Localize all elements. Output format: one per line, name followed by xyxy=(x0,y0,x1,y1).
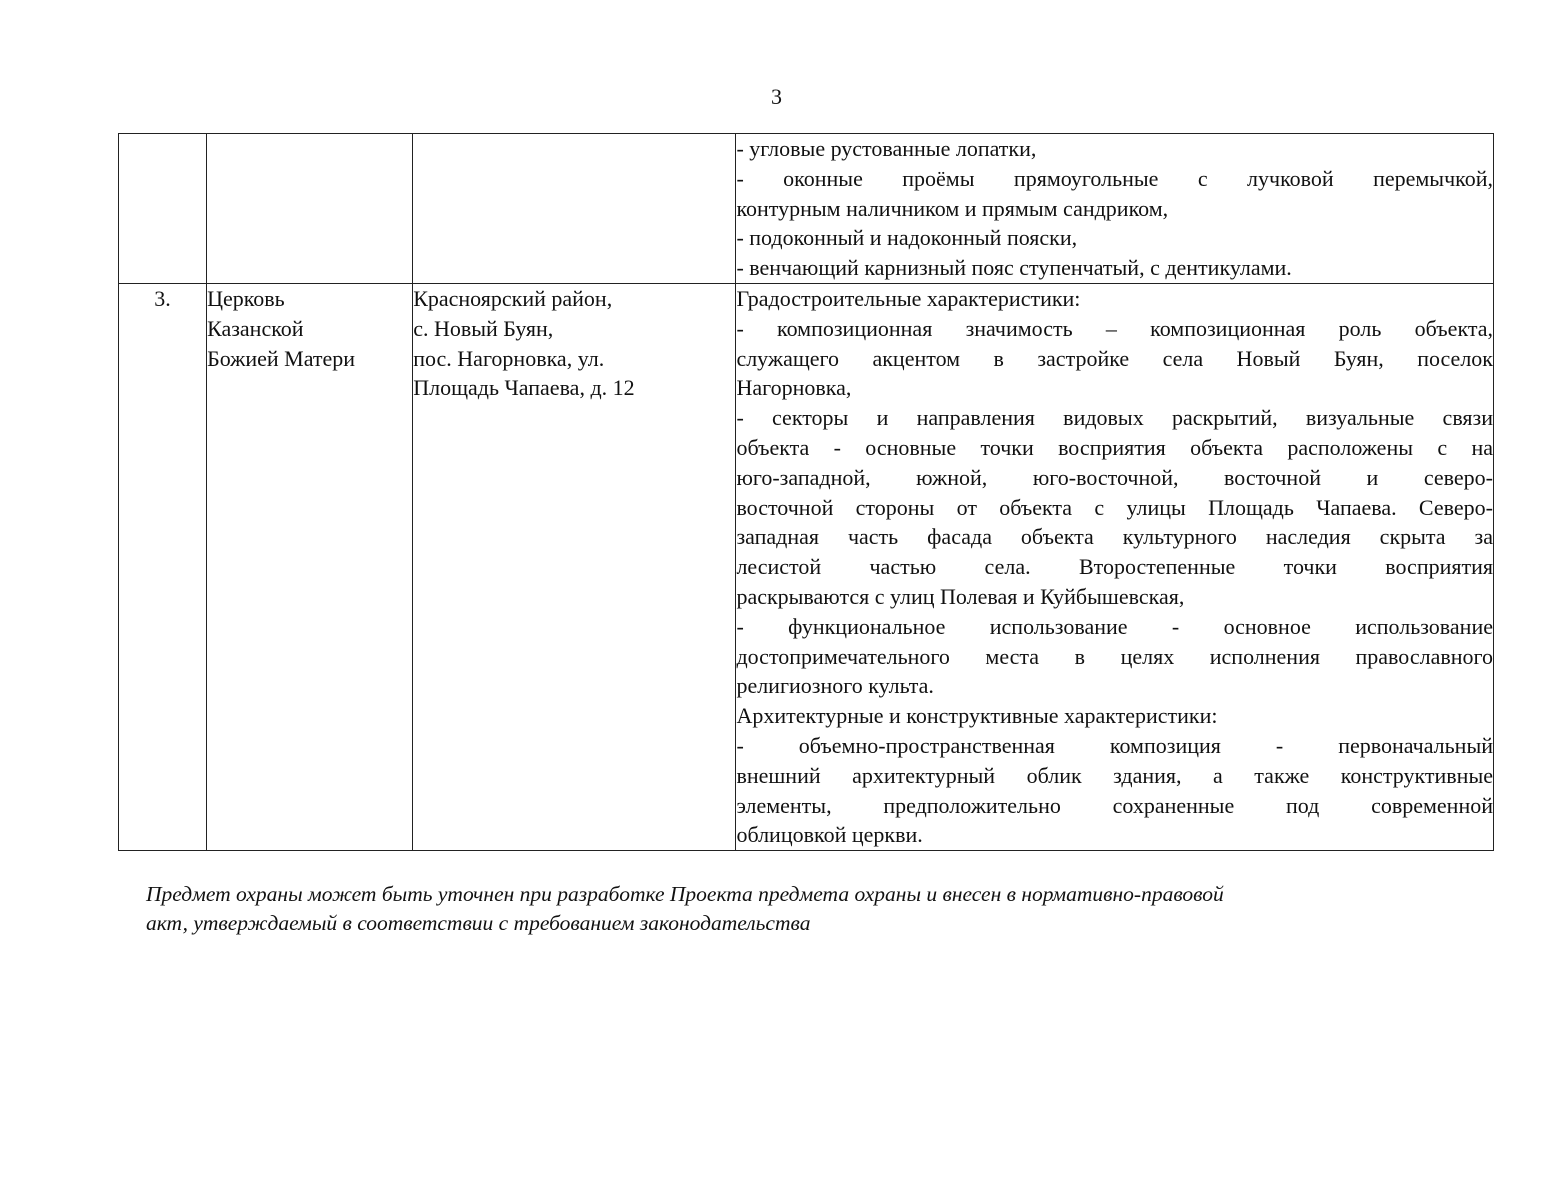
description-line: - угловые рустованные лопатки, xyxy=(736,136,1037,161)
address-cell xyxy=(413,134,736,284)
address-cell xyxy=(413,283,736,850)
address-line: пос. Нагорновка, ул. xyxy=(413,345,605,371)
object-name-line: Божией Матери xyxy=(207,345,356,371)
description-line: религиозного культа. xyxy=(736,673,934,699)
row-number: 3. xyxy=(154,285,171,311)
object-name-line: Церковь xyxy=(207,285,285,311)
description-cell xyxy=(736,134,1494,284)
description-line: объекта - основные точки восприятия объекта расположены с на xyxy=(736,434,1493,460)
description-line: раскрываются с улиц Полевая и Куйбышевская, xyxy=(736,583,1185,609)
description-line: западная часть фасада объекта культурного наследия скрыта за xyxy=(736,524,1493,550)
description-cell xyxy=(736,283,1494,850)
description-line: внешний архитектурный облик здания, а также конструктивные xyxy=(736,762,1493,788)
description-line: - венчающий карнизный пояс ступенчатый, с дентикулами. xyxy=(736,255,1292,281)
description-line: Нагорновка, xyxy=(736,375,852,401)
description-line: Архитектурные и конструктивные характеристики: xyxy=(736,703,1218,729)
description-line: элементы, предположительно сохраненные под современной xyxy=(736,792,1493,818)
protection-subject-table xyxy=(118,133,1494,851)
address-line: с. Новый Буян, xyxy=(413,315,554,341)
description-line: Градостроительные характеристики: xyxy=(736,285,1081,311)
description-line: восточной стороны от объекта с улицы Площадь Чапаева. Северо- xyxy=(736,494,1493,520)
object-name-line: Казанской xyxy=(207,315,304,341)
footnote-line: Предмет охраны может быть уточнен при разработке Проекта предмета охраны и внесен в нормативно-правовой xyxy=(146,882,1224,906)
footnote-line: акт, утверждаемый в соответствии с требованием законодательства xyxy=(146,911,811,935)
description-line: - композиционная значимость – композиционная роль объекта, xyxy=(736,315,1493,341)
page-number: 3 xyxy=(771,84,782,109)
table-row xyxy=(119,283,1494,850)
object-name-cell xyxy=(207,134,413,284)
description-line: контурным наличником и прямым сандриком, xyxy=(736,195,1169,221)
description-line: достопримечательного места в целях исполнения православного xyxy=(736,643,1493,669)
description-line: лесистой частью села. Второстепенные точки восприятия xyxy=(736,554,1493,580)
description-line: - оконные проёмы прямоугольные с лучковой перемычкой, xyxy=(736,165,1493,191)
description-line: - функциональное использование - основное использование xyxy=(736,613,1493,639)
description-line: юго-западной, южной, юго-восточной, восточной и северо- xyxy=(736,464,1493,490)
footnote xyxy=(146,880,1406,938)
row-number-cell xyxy=(119,134,207,284)
address-line: Красноярский район, xyxy=(413,285,613,311)
description-line: - объемно-пространственная композиция - первоначальный xyxy=(736,732,1493,758)
address-line: Площадь Чапаева, д. 12 xyxy=(413,375,635,401)
table-row xyxy=(119,134,1494,284)
description-line: - подоконный и надоконный пояски, xyxy=(736,225,1078,251)
description-line: - секторы и направления видовых раскрытий, визуальные связи xyxy=(736,405,1493,431)
description-line: облицовкой церкви. xyxy=(736,822,923,848)
object-name-cell xyxy=(207,283,413,850)
description-line: служащего акцентом в застройке села Новый Буян, поселок xyxy=(736,345,1493,371)
row-number-cell xyxy=(119,283,207,850)
